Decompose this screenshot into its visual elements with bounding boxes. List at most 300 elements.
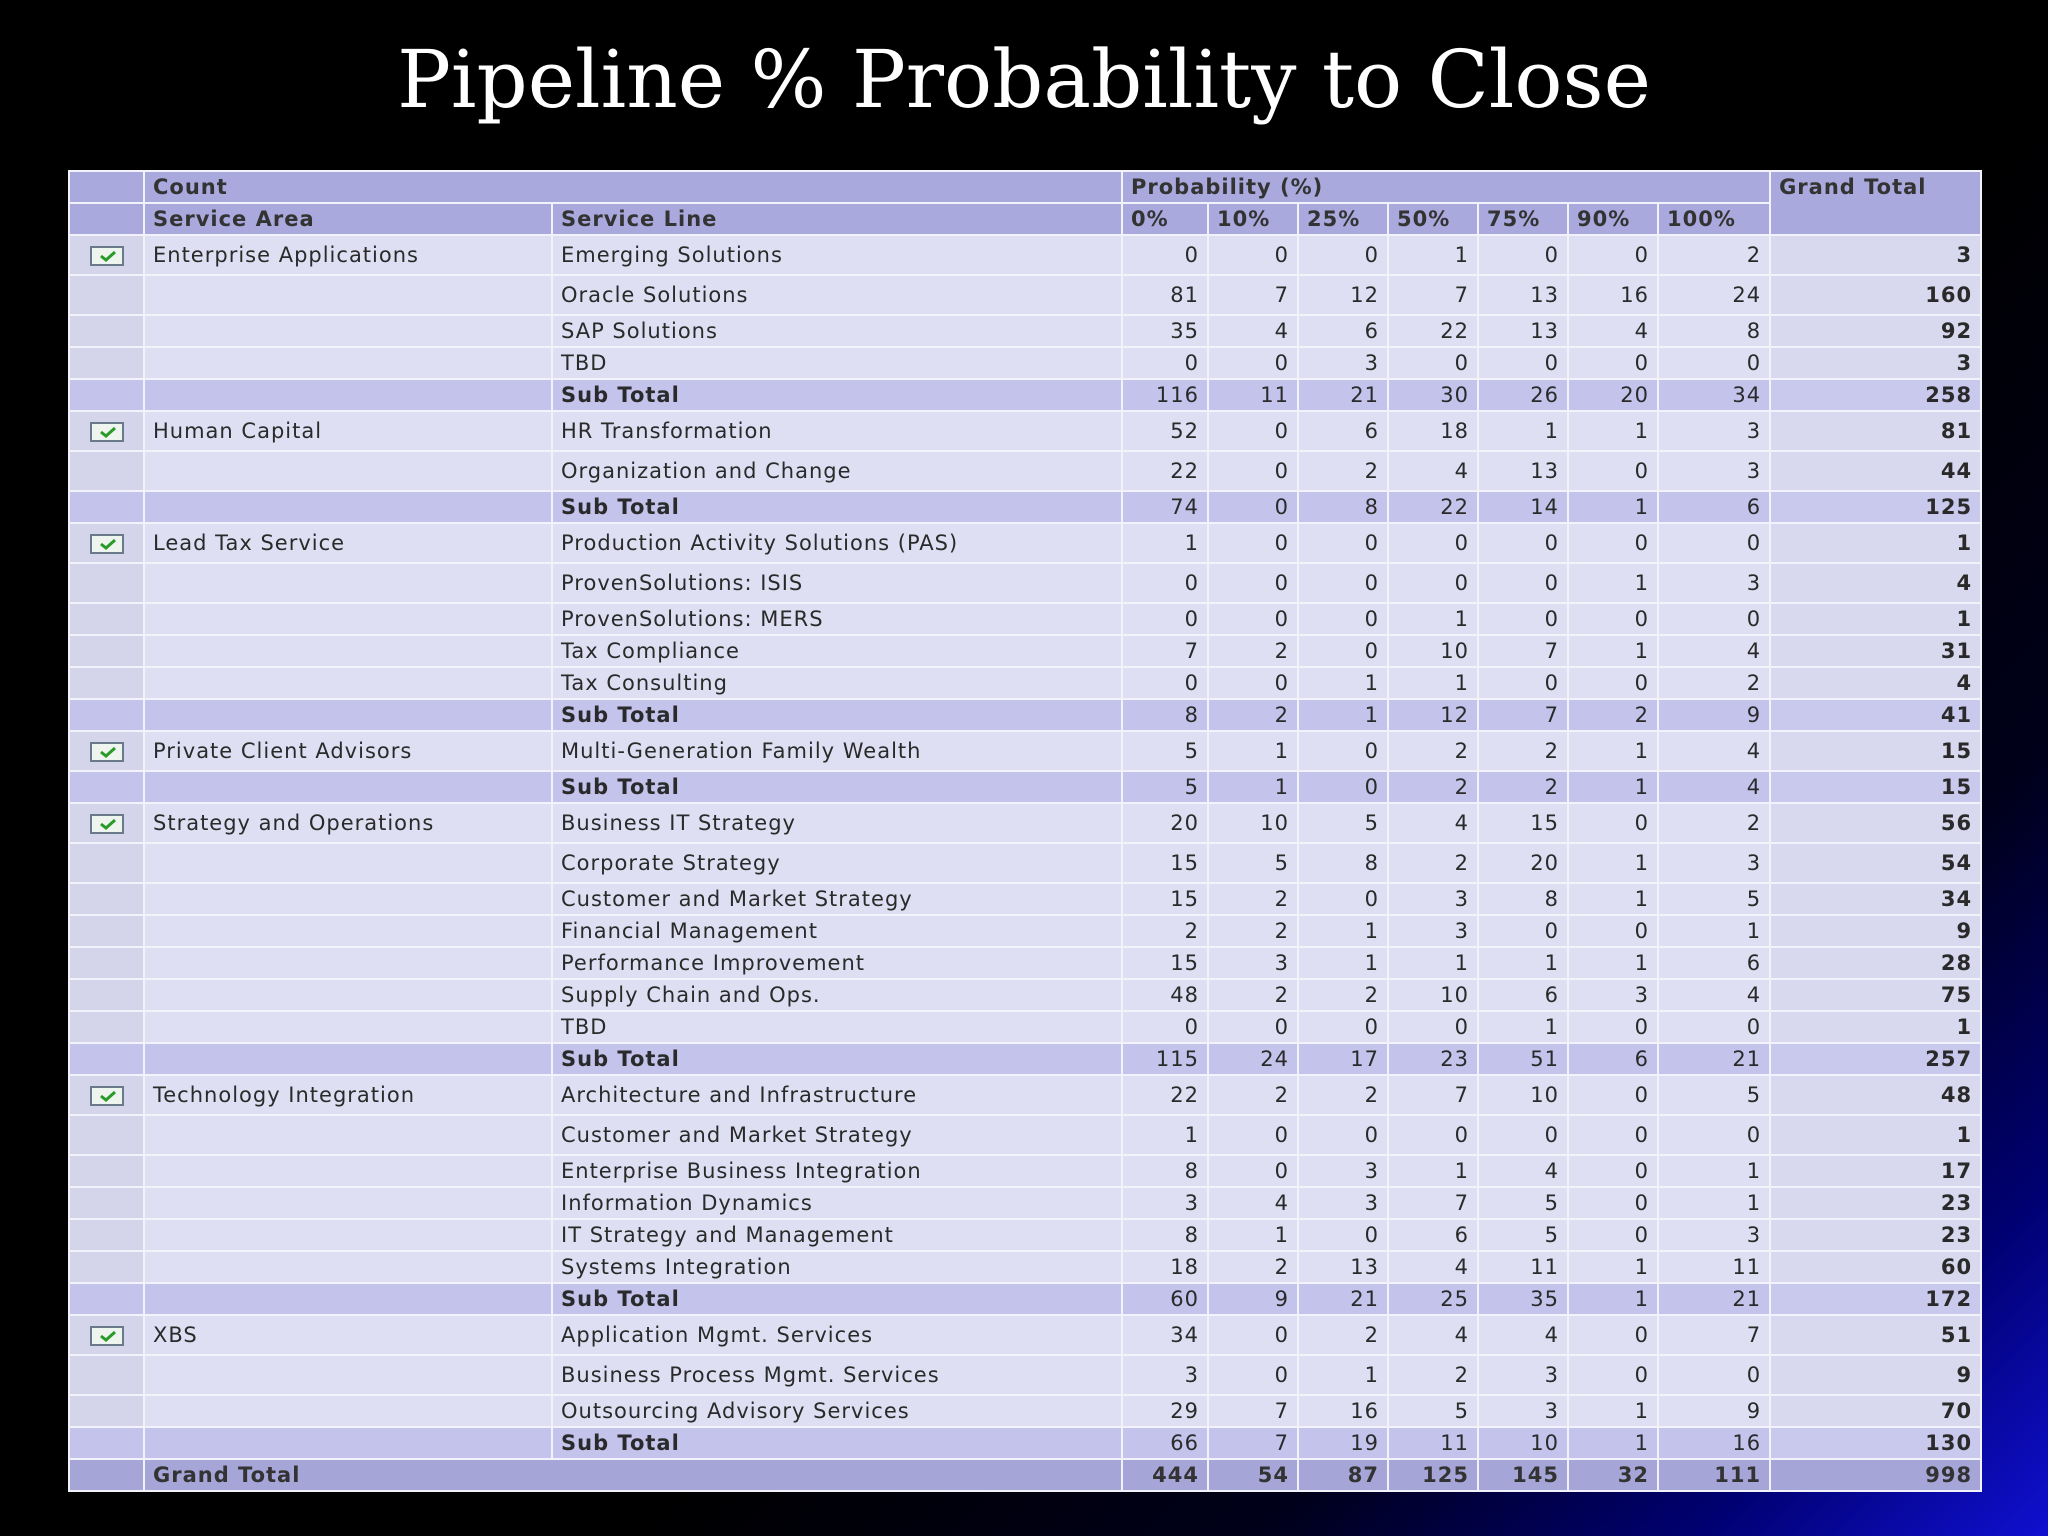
value-cell: 5: [1478, 1187, 1568, 1219]
value-cell: 0: [1122, 563, 1208, 603]
value-cell: 7: [1388, 1075, 1478, 1115]
value-cell: 1: [1568, 731, 1658, 771]
value-cell: 0: [1568, 667, 1658, 699]
value-cell: 8: [1658, 315, 1770, 347]
value-cell: 1: [1298, 667, 1388, 699]
value-cell: 22: [1388, 315, 1478, 347]
row-select-cell: [69, 1427, 144, 1459]
subtotal-value-cell: 14: [1478, 491, 1568, 523]
value-cell: 1: [1388, 947, 1478, 979]
service-line-cell: HR Transformation: [552, 411, 1122, 451]
value-cell: 0: [1208, 451, 1298, 491]
subtotal-value-cell: 6: [1658, 491, 1770, 523]
row-total-cell: 70: [1770, 1395, 1981, 1427]
value-cell: 3: [1658, 843, 1770, 883]
row-select-cell: [69, 1115, 144, 1155]
header-service-line: Service Line: [552, 203, 1122, 235]
subtotal-label: Sub Total: [552, 379, 1122, 411]
value-cell: 4: [1388, 1251, 1478, 1283]
value-cell: 1: [1122, 1115, 1208, 1155]
value-cell: 2: [1208, 979, 1298, 1011]
subtotal-total-cell: 172: [1770, 1283, 1981, 1315]
subtotal-value-cell: 4: [1658, 771, 1770, 803]
value-cell: 6: [1298, 315, 1388, 347]
row-select-cell: [69, 947, 144, 979]
value-cell: 4: [1658, 731, 1770, 771]
value-cell: 1: [1568, 411, 1658, 451]
row-select-cell[interactable]: [69, 411, 144, 451]
row-select-cell: [69, 1251, 144, 1283]
value-cell: 1: [1658, 915, 1770, 947]
row-total-cell: 31: [1770, 635, 1981, 667]
value-cell: 7: [1388, 275, 1478, 315]
value-cell: 0: [1568, 1115, 1658, 1155]
value-cell: 3: [1122, 1355, 1208, 1395]
service-area-cell: [144, 379, 552, 411]
value-cell: 15: [1122, 947, 1208, 979]
subtotal-value-cell: 1: [1568, 1283, 1658, 1315]
service-line-cell: ProvenSolutions: ISIS: [552, 563, 1122, 603]
value-cell: 3: [1658, 451, 1770, 491]
value-cell: 3: [1298, 347, 1388, 379]
subtotal-value-cell: 19: [1298, 1427, 1388, 1459]
value-cell: 0: [1568, 523, 1658, 563]
value-cell: 0: [1478, 347, 1568, 379]
row-total-cell: 1: [1770, 1011, 1981, 1043]
table-row: [69, 883, 1981, 915]
row-total-cell: 9: [1770, 1355, 1981, 1395]
table-row: [69, 1011, 1981, 1043]
value-cell: 0: [1122, 235, 1208, 275]
service-line-cell: IT Strategy and Management: [552, 1219, 1122, 1251]
subtotal-value-cell: 7: [1478, 699, 1568, 731]
subtotal-value-cell: 12: [1388, 699, 1478, 731]
subtotal-value-cell: 2: [1388, 771, 1478, 803]
service-line-cell: Financial Management: [552, 915, 1122, 947]
service-line-cell: Information Dynamics: [552, 1187, 1122, 1219]
value-cell: 3: [1298, 1187, 1388, 1219]
service-area-cell: [144, 491, 552, 523]
subtotal-value-cell: 21: [1298, 379, 1388, 411]
service-area-cell: [144, 563, 552, 603]
value-cell: 7: [1122, 635, 1208, 667]
value-cell: 5: [1298, 803, 1388, 843]
value-cell: 4: [1478, 1315, 1568, 1355]
value-cell: 0: [1568, 1075, 1658, 1115]
service-line-cell: ProvenSolutions: MERS: [552, 603, 1122, 635]
value-cell: 1: [1298, 915, 1388, 947]
grand-total-value-cell: 54: [1208, 1459, 1298, 1491]
grand-total-cell: 998: [1770, 1459, 1981, 1491]
service-area-cell: Enterprise Applications: [144, 235, 552, 275]
row-select-cell: [69, 915, 144, 947]
subtotal-row: [69, 1427, 1981, 1459]
subtotal-value-cell: 6: [1568, 1043, 1658, 1075]
service-area-cell: Lead Tax Service: [144, 523, 552, 563]
value-cell: 0: [1298, 635, 1388, 667]
value-cell: 4: [1568, 315, 1658, 347]
value-cell: 3: [1568, 979, 1658, 1011]
value-cell: 0: [1478, 523, 1568, 563]
value-cell: 1: [1568, 1251, 1658, 1283]
value-cell: 1: [1568, 843, 1658, 883]
subtotal-row: [69, 699, 1981, 731]
value-cell: 2: [1658, 803, 1770, 843]
value-cell: 0: [1298, 1115, 1388, 1155]
service-area-cell: Technology Integration: [144, 1075, 552, 1115]
row-select-cell: [69, 347, 144, 379]
value-cell: 0: [1568, 1011, 1658, 1043]
value-cell: 81: [1122, 275, 1208, 315]
value-cell: 4: [1658, 979, 1770, 1011]
value-cell: 0: [1658, 1115, 1770, 1155]
subtotal-total-cell: 130: [1770, 1427, 1981, 1459]
value-cell: 7: [1658, 1315, 1770, 1355]
row-select-cell: [69, 1187, 144, 1219]
table-row: [69, 843, 1981, 883]
service-area-cell: [144, 347, 552, 379]
value-cell: 0: [1122, 347, 1208, 379]
grand-total-row: [69, 1459, 1981, 1491]
value-cell: 16: [1568, 275, 1658, 315]
subtotal-label: Sub Total: [552, 491, 1122, 523]
value-cell: 0: [1568, 347, 1658, 379]
value-cell: 9: [1658, 1395, 1770, 1427]
table-row: [69, 1155, 1981, 1187]
row-select-cell: [69, 1011, 144, 1043]
row-select-cell: [69, 979, 144, 1011]
value-cell: 3: [1388, 883, 1478, 915]
subtotal-row: [69, 771, 1981, 803]
service-line-cell: Customer and Market Strategy: [552, 1115, 1122, 1155]
subtotal-value-cell: 51: [1478, 1043, 1568, 1075]
service-area-cell: [144, 1219, 552, 1251]
row-select-cell: [69, 843, 144, 883]
row-select-cell[interactable]: [69, 523, 144, 563]
value-cell: 11: [1478, 1251, 1568, 1283]
subtotal-value-cell: 0: [1208, 491, 1298, 523]
value-cell: 2: [1658, 667, 1770, 699]
service-area-cell: [144, 1283, 552, 1315]
row-total-cell: 3: [1770, 347, 1981, 379]
page-title: Pipeline % Probability to Close: [397, 33, 1651, 126]
value-cell: 22: [1122, 451, 1208, 491]
table-row: [69, 563, 1981, 603]
value-cell: 0: [1208, 563, 1298, 603]
subtotal-value-cell: 60: [1122, 1283, 1208, 1315]
subtotal-label: Sub Total: [552, 1283, 1122, 1315]
value-cell: 24: [1658, 275, 1770, 315]
value-cell: 0: [1208, 603, 1298, 635]
header-75pct: 75%: [1478, 203, 1568, 235]
value-cell: 0: [1208, 235, 1298, 275]
service-line-cell: Application Mgmt. Services: [552, 1315, 1122, 1355]
service-area-cell: [144, 635, 552, 667]
service-area-cell: [144, 315, 552, 347]
subtotal-value-cell: 21: [1298, 1283, 1388, 1315]
row-select-cell: [69, 1283, 144, 1315]
row-select-cell[interactable]: [69, 803, 144, 843]
table-row: [69, 1187, 1981, 1219]
checked-checkbox-icon[interactable]: [90, 814, 124, 834]
value-cell: 0: [1568, 603, 1658, 635]
row-total-cell: 3: [1770, 235, 1981, 275]
value-cell: 3: [1658, 563, 1770, 603]
value-cell: 0: [1658, 523, 1770, 563]
value-cell: 8: [1122, 1155, 1208, 1187]
value-cell: 0: [1298, 1219, 1388, 1251]
subtotal-value-cell: 17: [1298, 1043, 1388, 1075]
value-cell: 0: [1208, 523, 1298, 563]
value-cell: 0: [1658, 1355, 1770, 1395]
value-cell: 15: [1122, 883, 1208, 915]
value-cell: 0: [1478, 603, 1568, 635]
header-blank: [69, 203, 144, 235]
value-cell: 12: [1298, 275, 1388, 315]
table-row: [69, 1251, 1981, 1283]
row-select-cell: [69, 1155, 144, 1187]
table-row: [69, 235, 1981, 275]
subtotal-value-cell: 115: [1122, 1043, 1208, 1075]
value-cell: 2: [1658, 235, 1770, 275]
service-line-cell: Enterprise Business Integration: [552, 1155, 1122, 1187]
checked-checkbox-icon[interactable]: [90, 742, 124, 762]
row-select-cell: [69, 1395, 144, 1427]
value-cell: 0: [1568, 1187, 1658, 1219]
subtotal-value-cell: 5: [1122, 771, 1208, 803]
service-area-cell: [144, 1043, 552, 1075]
subtotal-value-cell: 30: [1388, 379, 1478, 411]
value-cell: 2: [1122, 915, 1208, 947]
value-cell: 2: [1298, 451, 1388, 491]
checked-checkbox-icon[interactable]: [90, 1326, 124, 1346]
row-select-cell[interactable]: [69, 1075, 144, 1115]
row-select-cell[interactable]: [69, 1315, 144, 1355]
value-cell: 1: [1478, 1011, 1568, 1043]
value-cell: 0: [1208, 1011, 1298, 1043]
value-cell: 4: [1388, 803, 1478, 843]
service-line-cell: Business IT Strategy: [552, 803, 1122, 843]
value-cell: 1: [1658, 1187, 1770, 1219]
subtotal-total-cell: 41: [1770, 699, 1981, 731]
service-area-cell: [144, 979, 552, 1011]
service-line-cell: SAP Solutions: [552, 315, 1122, 347]
value-cell: 0: [1568, 915, 1658, 947]
value-cell: 0: [1298, 731, 1388, 771]
value-cell: 22: [1122, 1075, 1208, 1115]
value-cell: 13: [1298, 1251, 1388, 1283]
row-total-cell: 75: [1770, 979, 1981, 1011]
value-cell: 2: [1388, 843, 1478, 883]
table-row: [69, 979, 1981, 1011]
value-cell: 5: [1658, 883, 1770, 915]
subtotal-value-cell: 34: [1658, 379, 1770, 411]
value-cell: 2: [1388, 1355, 1478, 1395]
service-area-cell: [144, 603, 552, 635]
subtotal-value-cell: 8: [1298, 491, 1388, 523]
value-cell: 0: [1122, 1011, 1208, 1043]
service-area-cell: [144, 1187, 552, 1219]
row-total-cell: 1: [1770, 1115, 1981, 1155]
subtotal-value-cell: 66: [1122, 1427, 1208, 1459]
value-cell: 10: [1478, 1075, 1568, 1115]
subtotal-label: Sub Total: [552, 1427, 1122, 1459]
row-total-cell: 4: [1770, 667, 1981, 699]
subtotal-total-cell: 125: [1770, 491, 1981, 523]
table-row: [69, 315, 1981, 347]
row-select-cell: [69, 1459, 144, 1491]
service-line-cell: Architecture and Infrastructure: [552, 1075, 1122, 1115]
value-cell: 0: [1298, 563, 1388, 603]
value-cell: 15: [1478, 803, 1568, 843]
row-select-cell: [69, 699, 144, 731]
service-area-cell: [144, 1395, 552, 1427]
subtotal-value-cell: 23: [1388, 1043, 1478, 1075]
table-row: [69, 915, 1981, 947]
value-cell: 0: [1208, 347, 1298, 379]
header-50pct: 50%: [1388, 203, 1478, 235]
subtotal-value-cell: 16: [1658, 1427, 1770, 1459]
value-cell: 1: [1568, 1395, 1658, 1427]
value-cell: 4: [1208, 315, 1298, 347]
grand-total-value-cell: 444: [1122, 1459, 1208, 1491]
value-cell: 6: [1388, 1219, 1478, 1251]
row-total-cell: 28: [1770, 947, 1981, 979]
value-cell: 0: [1298, 1011, 1388, 1043]
value-cell: 1: [1122, 523, 1208, 563]
row-select-cell[interactable]: [69, 731, 144, 771]
service-line-cell: Organization and Change: [552, 451, 1122, 491]
row-select-cell: [69, 1355, 144, 1395]
checked-checkbox-icon[interactable]: [90, 422, 124, 442]
subtotal-value-cell: 2: [1478, 771, 1568, 803]
subtotal-value-cell: 11: [1388, 1427, 1478, 1459]
value-cell: 3: [1388, 915, 1478, 947]
checked-checkbox-icon[interactable]: [90, 246, 124, 266]
value-cell: 0: [1478, 1115, 1568, 1155]
value-cell: 5: [1122, 731, 1208, 771]
row-total-cell: 54: [1770, 843, 1981, 883]
table-row: [69, 451, 1981, 491]
service-area-cell: [144, 1355, 552, 1395]
subtotal-value-cell: 21: [1658, 1283, 1770, 1315]
table-row: [69, 1115, 1981, 1155]
service-area-cell: [144, 1115, 552, 1155]
value-cell: 4: [1208, 1187, 1298, 1219]
value-cell: 18: [1388, 411, 1478, 451]
service-line-cell: Outsourcing Advisory Services: [552, 1395, 1122, 1427]
value-cell: 2: [1298, 1315, 1388, 1355]
subtotal-label: Sub Total: [552, 699, 1122, 731]
table-row: [69, 603, 1981, 635]
row-total-cell: 23: [1770, 1219, 1981, 1251]
service-area-cell: [144, 699, 552, 731]
value-cell: 10: [1388, 635, 1478, 667]
row-total-cell: 56: [1770, 803, 1981, 843]
value-cell: 5: [1388, 1395, 1478, 1427]
value-cell: 0: [1658, 603, 1770, 635]
grand-total-value-cell: 32: [1568, 1459, 1658, 1491]
value-cell: 1: [1208, 1219, 1298, 1251]
value-cell: 3: [1478, 1395, 1568, 1427]
service-area-cell: [144, 667, 552, 699]
value-cell: 15: [1122, 843, 1208, 883]
row-select-cell: [69, 563, 144, 603]
value-cell: 0: [1658, 1011, 1770, 1043]
row-select-cell[interactable]: [69, 235, 144, 275]
value-cell: 1: [1568, 883, 1658, 915]
pipeline-table: [68, 170, 1982, 1492]
checked-checkbox-icon[interactable]: [90, 1086, 124, 1106]
value-cell: 3: [1658, 411, 1770, 451]
header-grand-total: Grand Total: [1770, 171, 1981, 235]
subtotal-value-cell: 1: [1568, 491, 1658, 523]
value-cell: 3: [1122, 1187, 1208, 1219]
service-line-cell: Oracle Solutions: [552, 275, 1122, 315]
subtotal-value-cell: 11: [1208, 379, 1298, 411]
value-cell: 1: [1388, 235, 1478, 275]
row-total-cell: 1: [1770, 603, 1981, 635]
row-total-cell: 9: [1770, 915, 1981, 947]
value-cell: 2: [1298, 979, 1388, 1011]
header-blank: [69, 171, 144, 203]
value-cell: 0: [1208, 1155, 1298, 1187]
subtotal-row: [69, 1043, 1981, 1075]
subtotal-value-cell: 1: [1208, 771, 1298, 803]
value-cell: 1: [1478, 947, 1568, 979]
value-cell: 0: [1478, 235, 1568, 275]
service-line-cell: TBD: [552, 1011, 1122, 1043]
value-cell: 0: [1568, 451, 1658, 491]
table-row: [69, 731, 1981, 771]
value-cell: 1: [1658, 1155, 1770, 1187]
service-line-cell: Production Activity Solutions (PAS): [552, 523, 1122, 563]
value-cell: 5: [1208, 843, 1298, 883]
subtotal-value-cell: 10: [1478, 1427, 1568, 1459]
service-area-cell: [144, 915, 552, 947]
header-0pct: 0%: [1122, 203, 1208, 235]
value-cell: 1: [1568, 635, 1658, 667]
service-area-cell: [144, 275, 552, 315]
value-cell: 0: [1568, 1355, 1658, 1395]
header-100pct: 100%: [1658, 203, 1770, 235]
grand-total-label: Grand Total: [144, 1459, 1122, 1491]
row-select-cell: [69, 603, 144, 635]
subtotal-value-cell: 26: [1478, 379, 1568, 411]
row-total-cell: 17: [1770, 1155, 1981, 1187]
value-cell: 35: [1122, 315, 1208, 347]
value-cell: 0: [1298, 523, 1388, 563]
service-line-cell: Systems Integration: [552, 1251, 1122, 1283]
value-cell: 4: [1478, 1155, 1568, 1187]
value-cell: 0: [1122, 667, 1208, 699]
value-cell: 7: [1208, 275, 1298, 315]
row-total-cell: 48: [1770, 1075, 1981, 1115]
row-select-cell: [69, 491, 144, 523]
service-line-cell: Business Process Mgmt. Services: [552, 1355, 1122, 1395]
value-cell: 8: [1478, 883, 1568, 915]
service-area-cell: [144, 1011, 552, 1043]
value-cell: 1: [1298, 1355, 1388, 1395]
value-cell: 0: [1208, 411, 1298, 451]
value-cell: 0: [1208, 1315, 1298, 1355]
row-select-cell: [69, 635, 144, 667]
table-body: [69, 235, 1981, 1491]
value-cell: 13: [1478, 451, 1568, 491]
subtotal-total-cell: 15: [1770, 771, 1981, 803]
checked-checkbox-icon[interactable]: [90, 534, 124, 554]
value-cell: 2: [1208, 883, 1298, 915]
